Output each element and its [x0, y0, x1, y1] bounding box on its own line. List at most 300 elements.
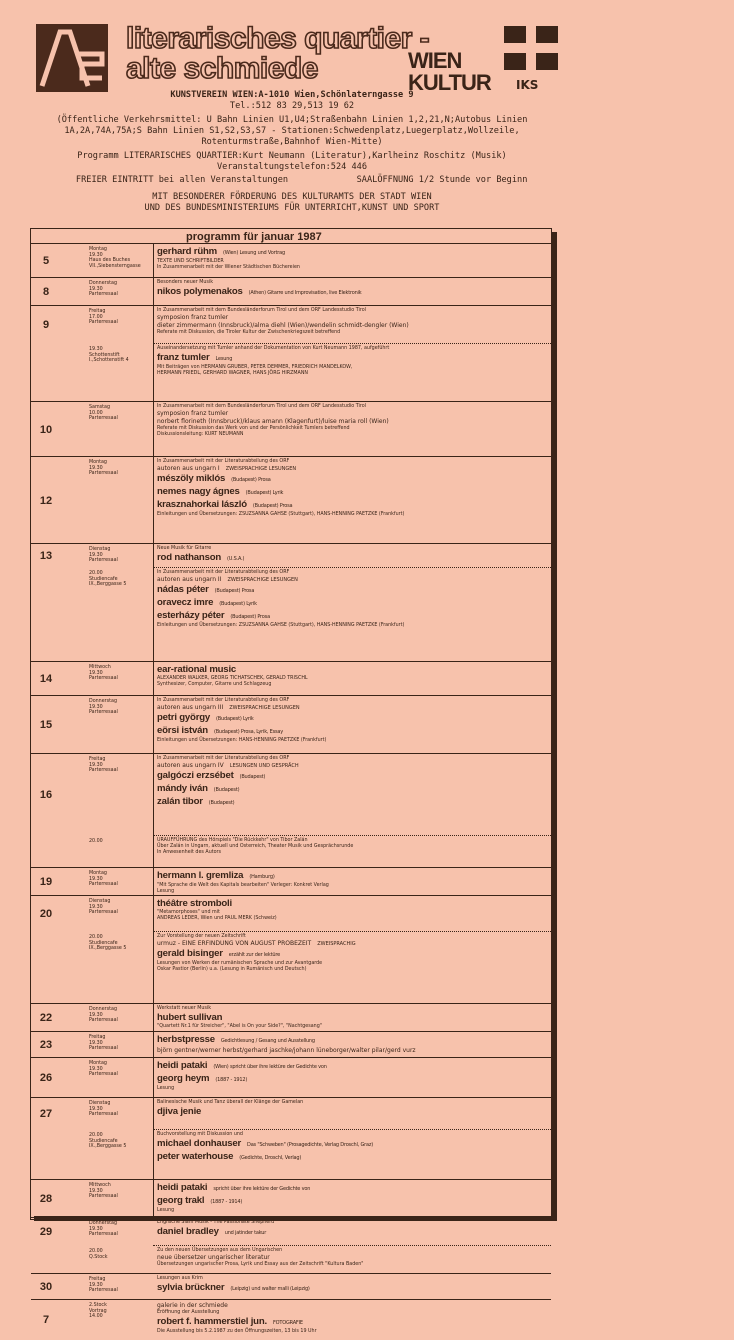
- event-note: LESUNGEN UND GESPRÄCH: [229, 763, 299, 769]
- day-info: [89, 1035, 118, 1052]
- event-content: [157, 570, 545, 629]
- event-text: autoren aus ungarn III: [157, 704, 224, 711]
- event-text: eörsi istván: [157, 725, 208, 736]
- event-detail: [157, 418, 545, 426]
- event-text: Die Ausstellung bis 5.2.1987 zu den Öffnungszeiten, 13 bis 19 Uhr: [157, 1329, 317, 1334]
- event-note: (Leipzig) und walter malli (Leipzig): [230, 1286, 310, 1292]
- event-text: Referate mit Diskussion das Werk von und der Persönlichkeit Tumlers betreffend: [157, 426, 350, 431]
- day-info-line: 10.00: [89, 410, 103, 416]
- event-note: (1887 - 1912): [215, 1077, 248, 1083]
- day-number: 8: [42, 286, 50, 298]
- event-text: djiva jenie: [157, 1106, 202, 1117]
- day-number: 28: [39, 1193, 53, 1205]
- day-number: 16: [39, 789, 53, 801]
- event-text: petri györgy: [157, 712, 211, 723]
- day-info-line: 20.00: [89, 935, 103, 940]
- day-info-line: Mittwoch: [89, 665, 111, 670]
- event-content: [157, 280, 545, 299]
- day-info-line: Parterresaal: [89, 1288, 118, 1294]
- day-number: 26: [39, 1072, 53, 1084]
- event-text: heidi pataki: [157, 1182, 208, 1193]
- event-name: [157, 1316, 545, 1329]
- foerderung-line2: UND DES BUNDESMINISTERIUMS FÜR UNTERRICHT,KUNST UND SPORT: [144, 203, 440, 213]
- day-info-line: 19.30: [89, 704, 103, 710]
- event-note: (Gedichte, Droschl, Verlag): [239, 1155, 302, 1161]
- event-text: Eröffnung der Ausstellung: [157, 1310, 220, 1315]
- event-content: [157, 838, 545, 856]
- event-note: (Budapest) Prosa, Lyrik, Essay: [213, 729, 284, 735]
- day-info-line: IX.,Berggasse 5: [89, 582, 127, 588]
- event-text: Oskar Pastior (Berlin) u.a. (Lesung in Rumänisch und Deutsch): [157, 967, 307, 972]
- day-info: [89, 699, 118, 716]
- event-text: georg trakl: [157, 1195, 205, 1206]
- day-info-line: IX.,Berggasse 5: [89, 1144, 127, 1150]
- day-info-line: 19.30: [89, 1066, 103, 1072]
- event-text: norbert florineth (Innsbruck)/klaus amann (Klagenfurt)/luise maria roll (Wien): [157, 418, 389, 425]
- event-detail: [157, 314, 545, 322]
- day-info-line: 20.00: [89, 571, 103, 576]
- event-content: [157, 459, 545, 518]
- day-info: [89, 1133, 126, 1150]
- event-text: Lesungen von Werken der rumänischen Sprache und zur Avantgarde: [157, 961, 323, 966]
- day-number: 15: [39, 719, 53, 731]
- event-text: galgóczi erzsébet: [157, 770, 234, 781]
- day-info-line: Parterresaal: [89, 416, 118, 422]
- event-text: urmuz - EINE ERFINDUNG VON AUGUST PROBEZEIT: [157, 940, 312, 947]
- event-text: Balinesische Musik und Tanz überall der Klänge der Gamelan: [157, 1100, 304, 1105]
- event-name: [157, 597, 545, 610]
- day-info-line: Parterresaal: [89, 558, 118, 564]
- event-note: (Wien) Lesung und Vortrag: [222, 250, 285, 256]
- day-info-line: VII.,Siebensterngasse: [89, 263, 141, 269]
- event-text: gerhard rühm: [157, 246, 217, 257]
- day-info-line: Dienstag: [89, 547, 111, 552]
- event-note: (Budapest) Prosa: [230, 614, 270, 620]
- day-info-line: Parterresaal: [89, 882, 118, 888]
- event-name: [157, 664, 545, 676]
- event-text: gerald bisinger: [157, 948, 223, 959]
- event-detail: [157, 1262, 545, 1268]
- day-info-line: Dienstag: [89, 899, 111, 904]
- day-info-line: 17.00: [89, 314, 103, 320]
- day-info-line: Freitag: [89, 1035, 106, 1040]
- event-detail: [157, 410, 545, 418]
- day-info: [89, 871, 118, 888]
- program-row: [31, 543, 551, 568]
- event-name: [157, 352, 545, 365]
- event-detail: [157, 623, 545, 629]
- event-name: [157, 1226, 545, 1239]
- day-info-line: Parterresaal: [89, 910, 118, 916]
- program-row: [31, 456, 551, 544]
- day-info-line: 20.00: [89, 1249, 103, 1254]
- event-name: [157, 473, 545, 486]
- kultur-text: KULTUR: [408, 70, 491, 95]
- day-info: [89, 281, 118, 298]
- event-text: In Zusammenarbeit mit dem Bundesländerforum Tirol und dem ORF Landesstudio Tirol: [157, 404, 366, 409]
- day-info: [89, 1061, 118, 1078]
- event-content: [157, 546, 545, 565]
- day-info-line: Samstag: [89, 405, 111, 410]
- logo-title: [126, 22, 430, 85]
- event-text: Buchvorstellung mit Diskussion und: [157, 1132, 243, 1137]
- day-info: [89, 757, 118, 774]
- program-row: [31, 1179, 551, 1218]
- day-number: 14: [39, 673, 53, 685]
- event-note: ZWEISPRACHIGE LESUNGEN: [229, 705, 300, 711]
- event-text: mándy iván: [157, 783, 208, 794]
- event-text: In Zusammenarbeit mit der Literaturabteilung des ORF: [157, 459, 290, 464]
- iks-text: IKS: [516, 78, 539, 92]
- event-text: krasznahorkai lászló: [157, 499, 247, 510]
- event-text: dieter zimmermann (Innsbruck)/alma diehl (Wien)/wendelin schmidt-dengler (Wien): [157, 322, 409, 329]
- day-info-line: 19.30: [89, 252, 103, 258]
- day-info-line: 19.30: [89, 1282, 103, 1288]
- event-text: ANDREAS LEDER, Wien und PAUL MERK (Schweiz): [157, 916, 277, 921]
- day-info-line: Parterresaal: [89, 320, 118, 326]
- program-row: [31, 1299, 551, 1340]
- event-name: [157, 1195, 545, 1208]
- event-text: nádas péter: [157, 584, 209, 595]
- event-content: [157, 1248, 545, 1268]
- event-name: [157, 948, 545, 961]
- program-table: [30, 228, 552, 1334]
- event-detail: [157, 704, 545, 712]
- day-info-line: Freitag: [89, 1277, 106, 1282]
- event-text: sylvia brückner: [157, 1282, 225, 1293]
- day-info-line: Parterresaal: [89, 1194, 118, 1200]
- day-number: 13: [39, 550, 53, 562]
- event-text: michael donhauser: [157, 1138, 242, 1149]
- day-number: 22: [39, 1012, 53, 1024]
- day-number: 5: [42, 255, 50, 267]
- event-text: rod nathanson: [157, 552, 222, 563]
- day-info-line: Parterresaal: [89, 710, 118, 716]
- day-info: [89, 899, 118, 916]
- day-number: 10: [39, 423, 53, 436]
- day-info-line: 19.30: [89, 762, 103, 768]
- day-info-line: Mittwoch: [89, 1183, 111, 1188]
- event-name: [157, 1012, 545, 1024]
- foerderung-line1: MIT BESONDERER FÖRDERUNG DES KULTURAMTS DER STADT WIEN: [152, 192, 432, 202]
- event-text: mészöly miklós: [157, 473, 226, 484]
- day-number: 12: [39, 494, 53, 507]
- day-info: [89, 1221, 118, 1238]
- day-info: [89, 547, 118, 564]
- event-detail: [157, 265, 545, 271]
- event-text: In Zusammenarbeit mit dem Bundesländerforum Tirol und dem ORF Landesstudio Tirol: [157, 308, 366, 313]
- event-detail: [157, 330, 545, 336]
- event-detail: [157, 738, 545, 744]
- day-info-line: Studiencafe: [89, 940, 118, 946]
- program-row: [31, 1003, 551, 1032]
- day-info-line: Parterresaal: [89, 768, 118, 774]
- day-info-line: 19.30: [89, 552, 103, 558]
- event-text: peter waterhouse: [157, 1151, 234, 1162]
- event-name: [157, 499, 545, 512]
- event-name: [157, 712, 545, 725]
- as-logo: [36, 24, 108, 92]
- address: KUNSTVEREIN WIEN:A-1010 Wien,Schönlaterngasse 9: [170, 90, 414, 100]
- event-name: [157, 870, 545, 883]
- event-note: (Budapest) Prosa: [231, 477, 271, 483]
- event-detail: [157, 1329, 545, 1335]
- event-text: herbstpresse: [157, 1034, 215, 1045]
- event-text: Referate mit Diskussion, die Tiroler Kultur der Zwischenkriegszeit betreffend: [157, 330, 341, 335]
- event-detail: [157, 1208, 545, 1214]
- veranstaltung-phone: Veranstaltungstelefon:524 446: [216, 162, 368, 172]
- event-text: URAUFFÜHRUNG des Hörspiels "Die Rückkehr" von Tibor Zalán: [157, 838, 308, 843]
- event-content: [157, 1100, 545, 1118]
- event-content: [157, 1302, 545, 1335]
- event-text: esterházy péter: [157, 610, 225, 621]
- title-line1: literarisches quartier -: [126, 22, 430, 55]
- event-text: autoren aus ungarn II: [157, 576, 222, 583]
- event-text: symposion franz tumler: [157, 314, 229, 321]
- day-info-line: 20.00: [89, 1133, 103, 1138]
- event-note: (Budapest): [239, 774, 266, 780]
- event-detail: [157, 850, 545, 856]
- event-content: [157, 698, 545, 744]
- day-number: 19: [39, 876, 53, 888]
- event-note: (Budapest): [208, 800, 235, 806]
- event-text: zalán tibor: [157, 796, 203, 807]
- event-note: erzählt zur der lektüre: [228, 952, 280, 958]
- program-title: programm für januar 1987: [186, 231, 322, 243]
- event-detail: [157, 512, 545, 518]
- phone: Tel.:512 83 29,513 19 62: [229, 101, 355, 111]
- day-info-line: Dienstag: [89, 1101, 111, 1106]
- event-name: [157, 552, 545, 565]
- event-detail: [157, 1302, 545, 1310]
- event-name: [157, 725, 545, 738]
- event-text: neue übersetzer ungarischer literatur: [157, 1254, 270, 1261]
- day-info-line: Donnerstag: [89, 1007, 117, 1012]
- event-text: Übersetzungen ungarischer Prosa, Lyrik und Essay aus der Zeitschrift "Kultura Baden": [157, 1262, 364, 1267]
- transport-line1: (Öffentliche Verkehrsmittel: U Bahn Linien U1,U4;Straßenbahn Linien 1,2,21,N;Autobus Linien: [56, 115, 528, 125]
- day-number: 29: [39, 1226, 53, 1238]
- event-detail: [157, 967, 545, 973]
- day-info: [89, 571, 126, 588]
- program-row: [31, 867, 551, 896]
- event-name: [157, 1138, 545, 1151]
- event-note: ZWEISPRACHIG: [317, 941, 356, 947]
- day-info-line: Parterresaal: [89, 1072, 118, 1078]
- event-text: autoren aus ungarn IV: [157, 762, 224, 769]
- day-info: [89, 1007, 118, 1024]
- event-text: autoren aus ungarn I: [157, 465, 220, 472]
- day-info-line: I.,Schottenstift 4: [89, 358, 129, 364]
- event-name: [157, 1073, 545, 1086]
- event-text: Zur Vorstellung der neuen Zeitschrift: [157, 934, 246, 939]
- event-name: [157, 898, 545, 910]
- event-text: Lesungen aus Krim: [157, 1276, 203, 1281]
- day-info-line: Studiencafe: [89, 1138, 118, 1144]
- event-detail: [157, 465, 545, 473]
- event-note: und jatinder takur: [224, 1230, 267, 1236]
- day-info: [89, 1277, 118, 1294]
- event-text: heidi pataki: [157, 1060, 208, 1071]
- event-name: [157, 584, 545, 597]
- wien-text: WIEN: [408, 48, 462, 73]
- event-note: ZWEISPRACHIGE LESUNGEN: [225, 466, 297, 472]
- day-info-line: Parterresaal: [89, 471, 118, 477]
- event-text: théâtre stromboli: [157, 898, 232, 909]
- event-note: Das "Schweben" (Prosagedichte, Verlag Droschl, Graz): [247, 1142, 374, 1148]
- event-detail: [157, 432, 545, 438]
- day-info-line: Freitag: [89, 309, 106, 314]
- event-name: [157, 1182, 545, 1195]
- day-info: [89, 405, 118, 422]
- title-line2: alte schmiede: [126, 52, 318, 85]
- event-note: Gedichtlesung / Gesang und Ausstellung: [220, 1038, 315, 1044]
- event-text: TEXTE UND SCHRIFTBILDER: [157, 259, 224, 264]
- event-content: [157, 898, 545, 922]
- program-row: [89, 835, 551, 868]
- transport-line2: 1A,2A,74A,75A;S Bahn Linien S1,S2,S3,S7 - Stationen:Schwedenplatz,Luegerplatz,Wollzeile,: [64, 126, 520, 136]
- day-info-line: Montag: [89, 1061, 107, 1066]
- day-number: 27: [39, 1108, 53, 1120]
- program-row: [31, 695, 551, 754]
- day-info-line: 19.30: [89, 465, 103, 471]
- program-row: [89, 1129, 551, 1180]
- program-row: [31, 305, 551, 344]
- program-row: [31, 1273, 551, 1300]
- day-info-line: 14.00: [89, 1314, 103, 1320]
- event-text: Synthesizer, Computer, Gitarre und Schlagzeug: [157, 682, 272, 687]
- day-info-line: Donnerstag: [89, 1221, 117, 1226]
- event-text: hubert sullivan: [157, 1012, 223, 1023]
- day-number: 20: [39, 908, 53, 920]
- event-name: [157, 1151, 545, 1164]
- program-row: [89, 567, 551, 662]
- event-text: Neue Musik für Gitarre: [157, 546, 212, 551]
- day-info-line: 19.30: [89, 1040, 103, 1046]
- as-logo-icon: [36, 24, 108, 92]
- day-number: 7: [42, 1314, 50, 1326]
- event-text: "Metamorphoses" und mit: [157, 910, 220, 915]
- program-row: [31, 1217, 551, 1246]
- day-info-line: Parterresaal: [89, 1046, 118, 1052]
- event-note: FOTOGRAFIE: [272, 1320, 303, 1326]
- event-name: [157, 486, 545, 499]
- program-row: [31, 1057, 551, 1098]
- event-text: In Zusammenarbeit mit der Literaturabteilung des ORF: [157, 756, 290, 761]
- cross-icon: [504, 26, 558, 70]
- day-info-line: Montag: [89, 871, 107, 876]
- event-note: (1887 - 1914): [210, 1199, 243, 1205]
- event-content: [157, 346, 545, 377]
- event-text: oravecz imre: [157, 597, 214, 608]
- event-note: (U.S.A.): [227, 556, 245, 562]
- event-detail: [157, 1024, 545, 1030]
- event-detail: [157, 1086, 545, 1092]
- event-note: (Hamburg): [249, 874, 275, 880]
- event-text: HERMANN FRIEDL, GERHARD WAGNER, HANS JÖRG HIRZMANN: [157, 371, 309, 376]
- event-name: [157, 610, 545, 623]
- event-detail: [157, 940, 545, 948]
- event-text: In Zusammenarbeit mit der Literaturabteilung des ORF: [157, 698, 290, 703]
- event-name: [157, 1282, 545, 1295]
- day-info-line: Parterresaal: [89, 1112, 118, 1118]
- event-text: hermann l. gremliza: [157, 870, 244, 881]
- event-text: robert f. hammerstiel jun.: [157, 1316, 267, 1327]
- day-info: [89, 665, 118, 682]
- event-text: Lesung: [157, 1208, 175, 1213]
- event-detail: [157, 1254, 545, 1262]
- event-text: Werkstatt neuer Musik: [157, 1006, 212, 1011]
- event-text: Zu den neuen Übersetzungen aus dem Ungarischen: [157, 1248, 283, 1253]
- day-info: [89, 309, 118, 326]
- event-text: björn gentner/werner herbst/gerhard jaschke/johann lüneborger/walter pilar/gerd vurz: [157, 1047, 416, 1054]
- transport-line3: Rotenturmstraße,Bahnhof Wien-Mitte): [201, 137, 383, 147]
- event-content: [157, 870, 545, 895]
- day-info: [89, 935, 126, 952]
- event-detail: [157, 916, 545, 922]
- event-text: franz tumler: [157, 352, 210, 363]
- saal-oeffnung: SAALÖFFNUNG 1/2 Stunde vor Beginn: [356, 175, 528, 185]
- event-name: [157, 246, 545, 259]
- program-row: [31, 277, 551, 306]
- event-content: [157, 934, 545, 973]
- event-content: [157, 246, 545, 271]
- day-info: [89, 839, 103, 845]
- day-number: 30: [39, 1281, 53, 1293]
- program-row: [31, 753, 551, 836]
- event-content: [157, 1132, 545, 1164]
- event-name: [157, 286, 545, 299]
- day-info-line: 19.30: [89, 1226, 103, 1232]
- event-content: [157, 664, 545, 688]
- event-text: "Quartett Nr.1 für Streicher", "Abel is On your Side?", "Nachtgesang": [157, 1024, 322, 1029]
- event-text: Besonders neuer Musik: [157, 280, 213, 285]
- day-info-line: Q.Stock: [89, 1254, 108, 1260]
- day-info-line: Parterresaal: [89, 1018, 118, 1024]
- day-info: [89, 1101, 118, 1118]
- program-row: [31, 1031, 551, 1058]
- day-info-line: Parterresaal: [89, 1232, 118, 1238]
- event-text: Über Zalán in Ungarn, aktuell und Osterreich, Theater Musik und Gesprächsrunde: [157, 844, 354, 849]
- day-info-line: Studiencafe: [89, 576, 118, 582]
- program-row: [89, 931, 551, 1004]
- event-text: Lesung: [157, 1086, 175, 1091]
- event-note: Lesung: [215, 356, 233, 362]
- event-text: In Zusammenarbeit mit der Wiener Städtischen Büchereien: [157, 265, 300, 270]
- event-note: (Wien) spricht über ihre lektüre der Gedichte von: [213, 1064, 327, 1070]
- day-info-line: Montag: [89, 460, 107, 465]
- event-note: (Budapest) Lyrik: [245, 490, 284, 496]
- event-note: (Budapest) Prosa: [252, 503, 293, 509]
- day-number: 9: [42, 319, 50, 331]
- event-text: daniel bradley: [157, 1226, 219, 1237]
- program-row: [89, 1245, 551, 1274]
- day-info-line: 20.00: [89, 839, 103, 844]
- event-note: (Budapest): [213, 787, 240, 793]
- event-text: Einleitungen und Übersetzungen: HANS-HENNING PAETZKE (Frankfurt): [157, 738, 327, 743]
- event-detail: [157, 762, 545, 770]
- day-info-line: 19.30: [89, 286, 103, 292]
- event-text: Lesung: [157, 889, 175, 894]
- day-info-line: 19.30: [89, 1188, 103, 1194]
- day-info-line: Parterresaal: [89, 292, 118, 298]
- day-info: [89, 247, 141, 269]
- event-text: galerie in der schmiede: [157, 1302, 228, 1309]
- day-info-line: 19.30: [89, 1012, 103, 1018]
- event-detail: [157, 371, 545, 377]
- event-content: [157, 308, 545, 336]
- day-info-line: 19.30: [89, 904, 103, 910]
- day-info-line: Donnerstag: [89, 281, 117, 286]
